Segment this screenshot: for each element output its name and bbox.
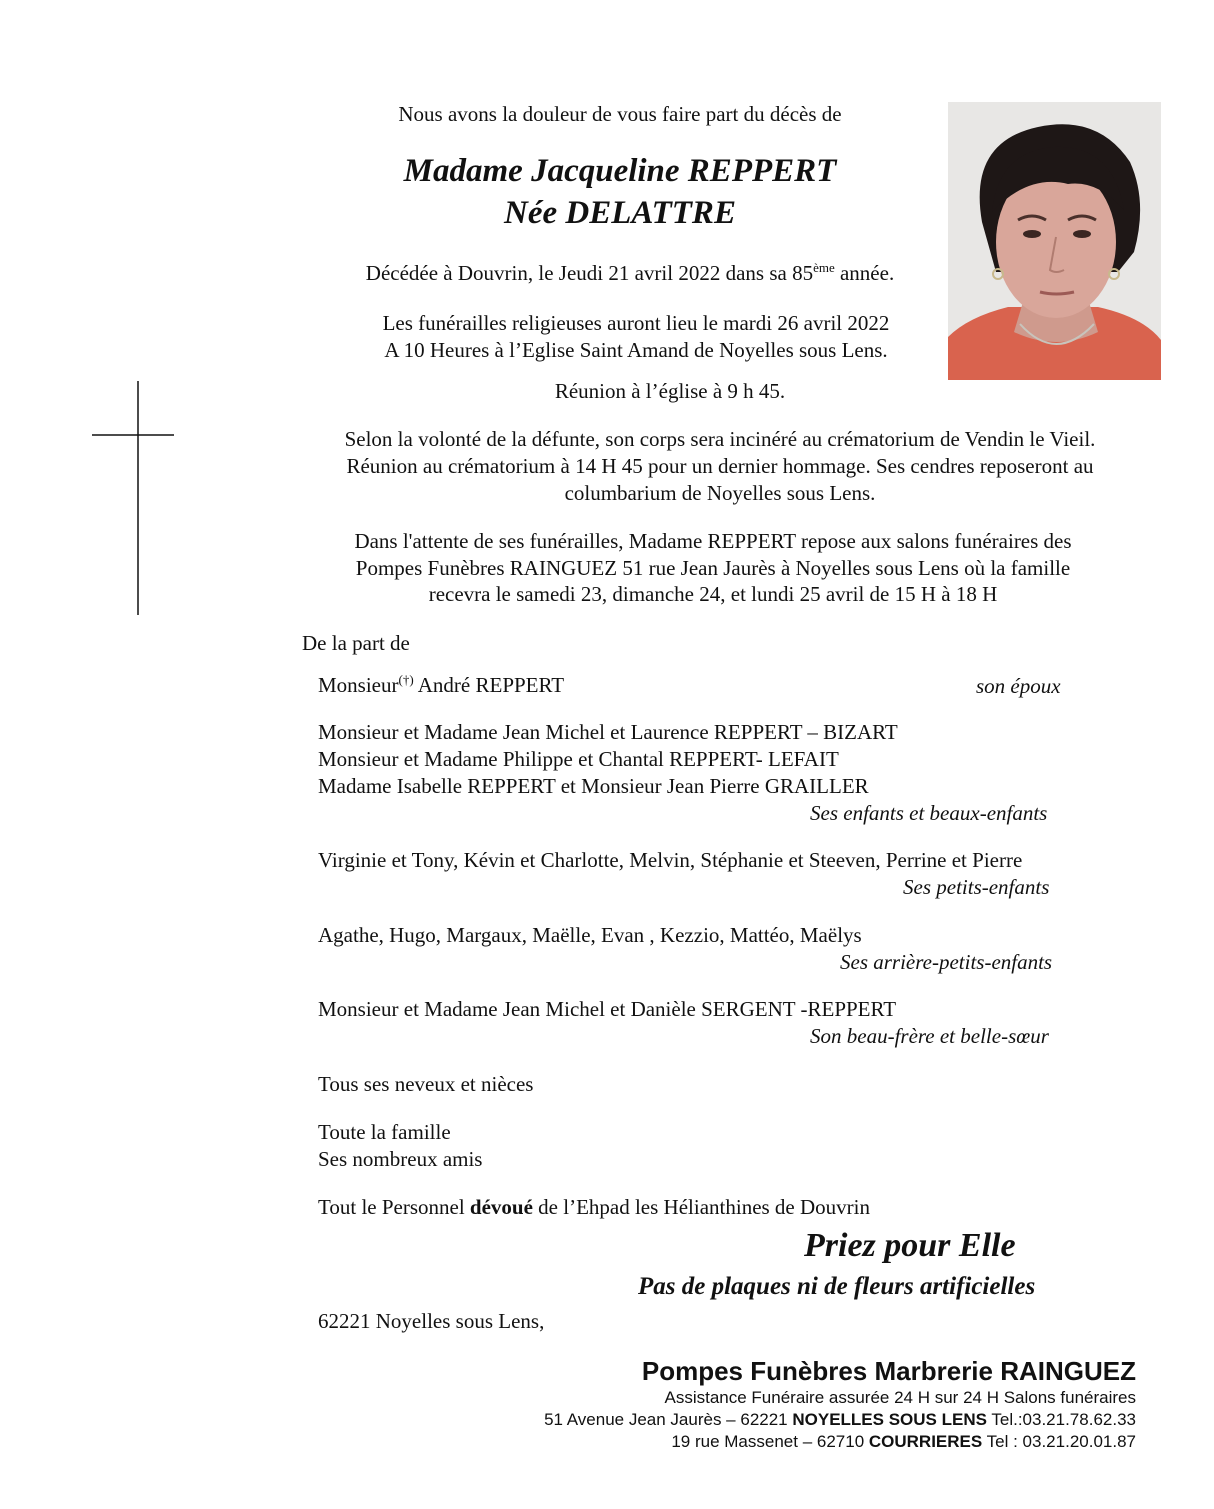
great-grandchildren-line: Agathe, Hugo, Margaux, Maëlle, Evan , Kezzio, Mattéo, Maëlys — [318, 923, 862, 947]
staff-line — [318, 1194, 870, 1220]
husband-sup: (†) — [398, 672, 414, 687]
from-label: De la part de — [302, 631, 410, 655]
funeral-line-2: A 10 Heures à l’Eglise Saint Amand de Noyelles sous Lens. — [384, 338, 888, 362]
funeral-home-name: Pompes Funèbres Marbrerie RAINGUEZ — [641, 1356, 1136, 1386]
portrait-photo — [948, 102, 1161, 380]
death-line-post: année. — [834, 261, 895, 285]
inlaws-line: Monsieur et Madame Jean Michel et Danièle SERGENT -REPPERT — [318, 997, 897, 1021]
address-1-pre: 51 Avenue Jean Jaurès – 62221 — [544, 1410, 793, 1429]
husband-post: André REPPERT — [413, 673, 565, 697]
intro-text: Nous avons la douleur de vous faire part du décès de — [398, 102, 842, 126]
inlaws-relation: Son beau-frère et belle-sœur — [810, 1024, 1049, 1048]
maiden-name: Née DELATTRE — [504, 195, 736, 231]
cross-icon — [90, 378, 176, 618]
grandchildren-relation: Ses petits-enfants — [903, 875, 1050, 899]
cremation-line-1: Selon la volonté de la défunte, son corps sera incinéré au crématorium de Vendin le Vieil. — [344, 427, 1096, 451]
prayer-text: Priez pour Elle — [804, 1227, 1016, 1264]
husband-pre: Monsieur — [318, 673, 399, 697]
staff-pre: Tout le Personnel — [318, 1195, 470, 1219]
friends-line: Ses nombreux amis — [318, 1147, 483, 1171]
address-2-phone: Tel : 03.21.20.01.87 — [982, 1432, 1136, 1451]
nephews-line: Tous ses neveux et nièces — [318, 1072, 534, 1096]
address-2-city: COURRIERES — [868, 1432, 983, 1451]
rest-line-3: recevra le samedi 23, dimanche 24, et lundi 25 avril de 15 H à 18 H — [428, 582, 998, 606]
grandchildren-line: Virginie et Tony, Kévin et Charlotte, Melvin, Stéphanie et Steeven, Perrine et Pierre — [318, 848, 1023, 872]
rest-line-2: Pompes Funèbres RAINGUEZ 51 rue Jean Jaurès à Noyelles sous Lens où la famille — [355, 556, 1071, 580]
child-line-1: Monsieur et Madame Jean Michel et Laurence REPPERT – BIZART — [318, 720, 898, 744]
place-line: 62221 Noyelles sous Lens, — [318, 1309, 545, 1333]
husband-relation: son époux — [976, 674, 1061, 698]
cremation-line-2: Réunion au crématorium à 14 H 45 pour un dernier hommage. Ses cendres reposeront au — [346, 454, 1094, 478]
staff-bold: dévoué — [469, 1195, 533, 1219]
address-1-city: NOYELLES SOUS LENS — [792, 1410, 987, 1429]
cremation-line-3: columbarium de Noyelles sous Lens. — [564, 481, 876, 505]
whole-family-line: Toute la famille — [318, 1120, 451, 1144]
funeral-home-assistance: Assistance Funéraire assurée 24 H sur 24 H Salons funéraires — [664, 1388, 1136, 1407]
husband-line — [318, 672, 564, 698]
child-line-2: Monsieur et Madame Philippe et Chantal REPPERT- LEFAIT — [318, 747, 839, 771]
death-line-pre: Décédée à Douvrin, le Jeudi 21 avril 2022 dans sa 85 — [365, 261, 814, 285]
meeting-line: Réunion à l’église à 9 h 45. — [554, 379, 786, 403]
address-1-phone: Tel.:03.21.78.62.33 — [986, 1410, 1136, 1429]
funeral-home-address-2 — [671, 1431, 1136, 1452]
rest-line-1: Dans l'attente de ses funérailles, Madame REPPERT repose aux salons funéraires des — [354, 529, 1072, 553]
death-line — [300, 260, 960, 286]
death-line-sup: ème — [813, 260, 835, 275]
no-plaques-text: Pas de plaques ni de fleurs artificielles — [638, 1273, 1036, 1300]
address-2-pre: 19 rue Massenet – 62710 — [671, 1432, 869, 1451]
great-grandchildren-relation: Ses arrière-petits-enfants — [840, 950, 1053, 974]
funeral-home-address-1 — [544, 1409, 1136, 1430]
child-line-3: Madame Isabelle REPPERT et Monsieur Jean Pierre GRAILLER — [318, 774, 869, 798]
deceased-name: Madame Jacqueline REPPERT — [403, 153, 837, 189]
funeral-line-1: Les funérailles religieuses auront lieu le mardi 26 avril 2022 — [382, 311, 890, 335]
children-relation: Ses enfants et beaux-enfants — [810, 801, 1048, 825]
staff-post: de l’Ehpad les Hélianthines de Douvrin — [532, 1195, 870, 1219]
